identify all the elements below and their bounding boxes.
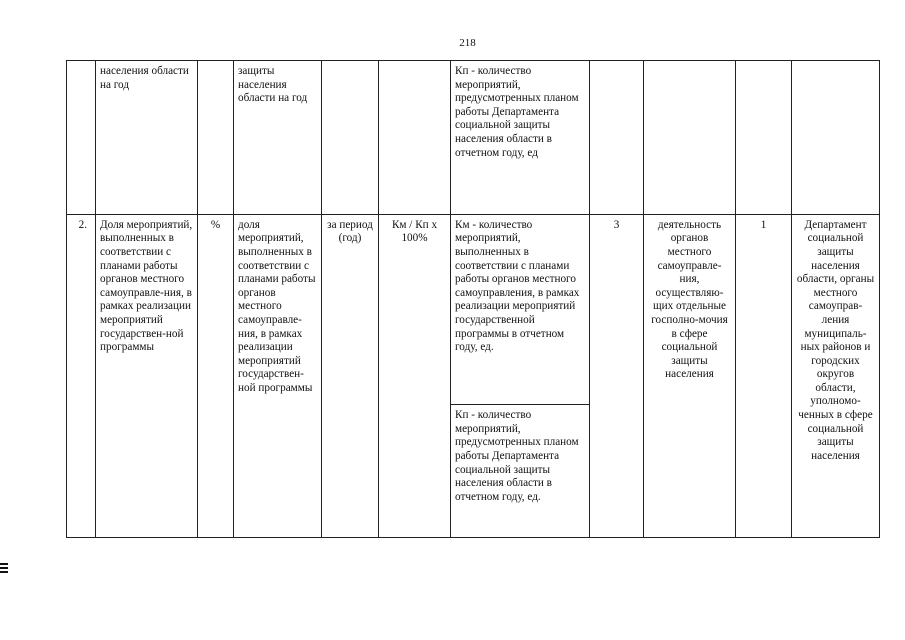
cell-unit-empty xyxy=(198,61,234,215)
cell-definition: доля мероприятий, выполненных в соответствии с планами работы органов местного самоуправле-ния, в рамках реализации мероприятий государствен-ной программы xyxy=(234,214,322,537)
cell-unit: % xyxy=(198,214,234,537)
indicator-table xyxy=(66,60,880,538)
scan-edge-marks xyxy=(0,563,8,575)
table-row-continuation xyxy=(67,61,880,215)
cell-formula-empty xyxy=(379,61,451,215)
cell-frequency: 1 xyxy=(736,214,792,537)
cell-formula: Км / Кп х 100% xyxy=(379,214,451,537)
cell-responsible: Департамент социальной защиты населения области, органы местного самоуправ-ления муниципаль-ных районов и городских округов области, уполномо-ченных в сфере социальной защиты населения xyxy=(792,214,880,537)
cell-indicator-name: Доля мероприятий, выполненных в соответствии с планами работы органов местного самоуправле-ния, в рамках реализации мероприятий государствен-ной программы xyxy=(96,214,198,537)
cell-definition-cont: защиты населения области на год xyxy=(234,61,322,215)
cell-responsible-empty xyxy=(792,61,880,215)
cell-activity: деятельность органов местного самоуправле-ния, осуществляю-щих отдельные госполно-мочия в сфере социальной защиты населения xyxy=(644,214,736,537)
cell-num-empty xyxy=(67,61,96,215)
table-row-2 xyxy=(67,214,880,404)
cell-name-cont: населения области на год xyxy=(96,61,198,215)
cell-frequency-empty xyxy=(736,61,792,215)
cell-row-number: 2. xyxy=(67,214,96,537)
cell-kp-desc-cont: Кп - количество мероприятий, предусмотренных планом работы Департамента социальной защиты населения области в отчетном году, ед xyxy=(451,61,590,215)
cell-kp-desc: Кп - количество мероприятий, предусмотренных планом работы Департамента социальной защиты населения области в отчетном году, ед. xyxy=(451,405,590,538)
cell-period: за период (год) xyxy=(322,214,379,537)
cell-method-empty xyxy=(590,61,644,215)
cell-activity-empty xyxy=(644,61,736,215)
cell-period-empty xyxy=(322,61,379,215)
cell-km-desc: Км - количество мероприятий, выполненных в соответствии с планами работы органов местного самоуправления, в рамках реализации мероприятий государственной программы в отчетном году, ед. xyxy=(451,214,590,404)
cell-method: 3 xyxy=(590,214,644,537)
page-number: 218 xyxy=(459,37,476,49)
